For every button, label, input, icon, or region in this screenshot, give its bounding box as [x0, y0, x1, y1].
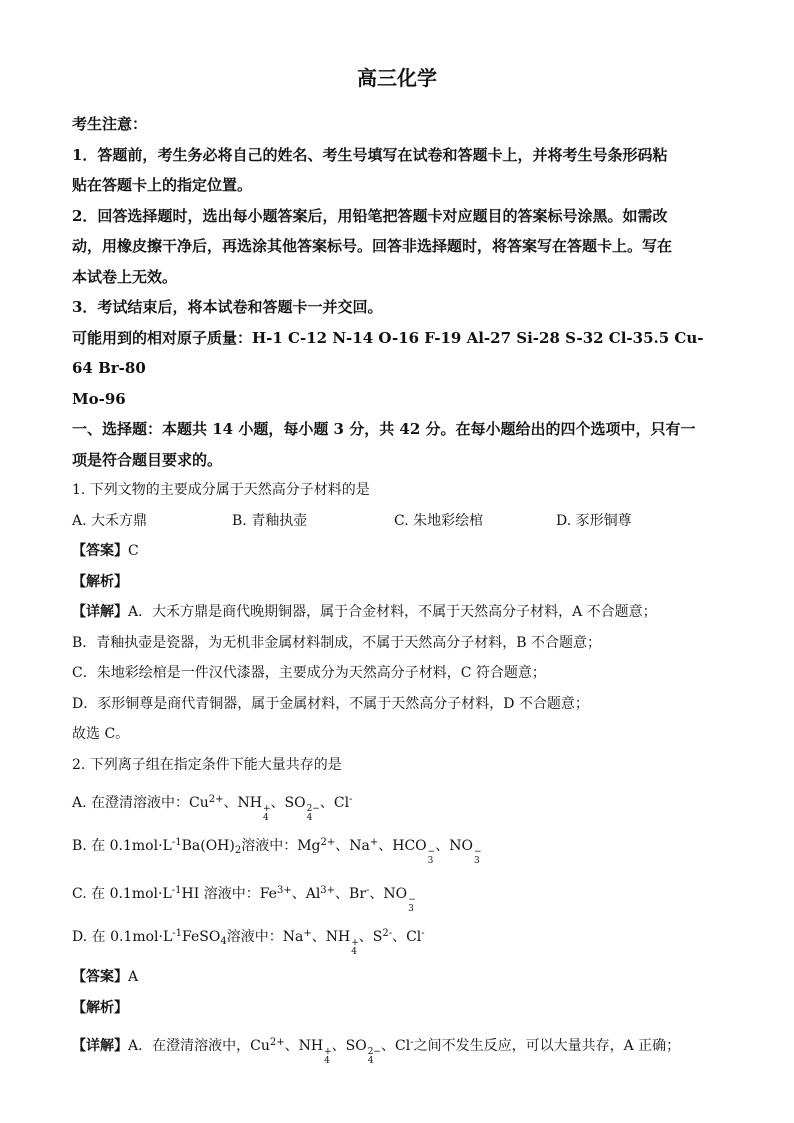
detail-line: D．豕形铜尊是商代青铜器，属于金属材料，不属于天然高分子材料，D 不合题意； — [72, 695, 589, 712]
detail-text: A．大禾方鼎是商代晚期铜器，属于合金材料，不属于天然高分子材料，A 不合题意； — [128, 604, 657, 620]
question-2-option-a: A. 在澄清溶液中：$Cu^{2+}$、NH + 4 、SO 2− 4 、Cl- — [72, 794, 353, 823]
notice-item: 1．答题前，考生务必将自己的姓名、考生号填写在试卷和答题卡上，并将考生号条形码粘 — [72, 145, 668, 164]
detail-text: 之间不发生反应，可以大量共存，A 正确； — [413, 1038, 681, 1054]
detail-line: B．青釉执壶是瓷器，为无机非金属材料制成，不属于天然高分子材料，B 不合题意； — [72, 634, 602, 651]
notice-item: 本试卷上无效。 — [72, 267, 178, 286]
detail-line: C．朱地彩绘棺是一件汉代漆器，主要成分为天然高分子材料，C 符合题意； — [72, 665, 546, 681]
answer-value: A — [128, 969, 139, 985]
notice-item: 3．考试结束后，将本试卷和答题卡一并交回。 — [72, 298, 383, 316]
detail-tag: 【详解】 — [72, 1038, 128, 1054]
option-mid: Ba(OH) — [181, 838, 235, 854]
notice-item: 贴在答题卡上的指定位置。 — [72, 176, 253, 194]
option-after: 溶液中： — [226, 929, 283, 945]
conclusion-line: 故选 C。 — [72, 726, 130, 742]
answer-line — [72, 962, 722, 993]
option-mid: FeSO — [182, 929, 221, 945]
question-2-option-d: D. 在 $0.1mol\cdot L^{-1}FeSO_4$溶液中：Na+、NH + 4 、$S^{2-}$、Cl- — [72, 928, 425, 957]
analysis-tag: 【解析】 — [72, 573, 128, 590]
atomic-mass-line: Mo-96 — [72, 389, 126, 408]
option-d: D. 豕形铜尊 — [556, 512, 632, 529]
detail-line: 【详解】A．在澄清溶液中，$Cu^{2+}$、NH + 4 、SO 2− 4 、Cl-之间不发生反应，可以大量共存，A 正确； — [72, 1037, 681, 1066]
option-a: A. 大禾方鼎 — [72, 512, 148, 529]
option-c: C. 朱地彩绘棺 — [394, 512, 484, 529]
question-1-options — [72, 506, 722, 537]
notice-item: 动，用橡皮擦干净后，再选涂其他答案标号。回答非选择题时，将答案写在答题卡上。写在 — [72, 237, 673, 255]
question-1-stem: 1. 下列文物的主要成分属于天然高分子材料的是 — [72, 482, 370, 498]
detail-text: A．在澄清溶液中， — [128, 1038, 251, 1054]
section-heading: 一、选择题：本题共 14 小题，每小题 3 分，共 42 分。在每小题给出的四个选项中，只有一 — [72, 420, 696, 438]
page-title: 高三化学 — [357, 66, 437, 90]
answer-tag: 【答案】 — [72, 969, 128, 985]
option-prefix: A. 在澄清溶液中： — [72, 795, 190, 811]
analysis-tag: 【解析】 — [72, 999, 128, 1016]
page — [72, 62, 722, 1066]
question-2-stem: 2. 下列离子组在指定条件下能大量共存的是 — [72, 756, 342, 773]
question-2-option-b: B. 在 $0.1mol\cdot L^{-1}Ba(OH)_2$溶液中：$Mg^{2+}$、Na+、HCO − 3 、NO − 3 — [72, 837, 482, 866]
answer-line — [72, 536, 722, 567]
option-after: HI 溶液中： — [181, 886, 260, 902]
question-2-option-c: C. 在 $0.1mol\cdot L^{-1}HI$ 溶液中：$Fe^{3+}$、$Al^{3+}$、Br-、NO − 3 — [72, 885, 416, 914]
detail-line — [72, 597, 722, 628]
notice-heading: 考生注意： — [72, 115, 148, 133]
atomic-mass-line: 可能用到的相对原子质量：H-1 C-12 N-14 O-16 F-19 Al-27 Si-28 S-32 Cl-35.5 Cu-64 Br-80 — [72, 328, 704, 377]
notice-item: 2．回答选择题时，选出每小题答案后，用铅笔把答题卡对应题目的答案标号涂黑。如需改 — [72, 206, 668, 225]
option-b: B. 青釉执壶 — [232, 512, 308, 529]
option-after: 溶液中： — [241, 838, 298, 854]
option-prefix: C. 在 0.1mol·L — [72, 886, 172, 902]
option-prefix: B. 在 0.1mol·L — [72, 838, 172, 854]
section-heading: 项是符合题目要求的。 — [72, 450, 223, 469]
option-prefix: D. 在 0.1mol·L — [72, 929, 173, 945]
answer-value: C — [128, 543, 139, 559]
answer-tag: 【答案】 — [72, 543, 128, 559]
detail-tag: 【详解】 — [72, 604, 128, 620]
